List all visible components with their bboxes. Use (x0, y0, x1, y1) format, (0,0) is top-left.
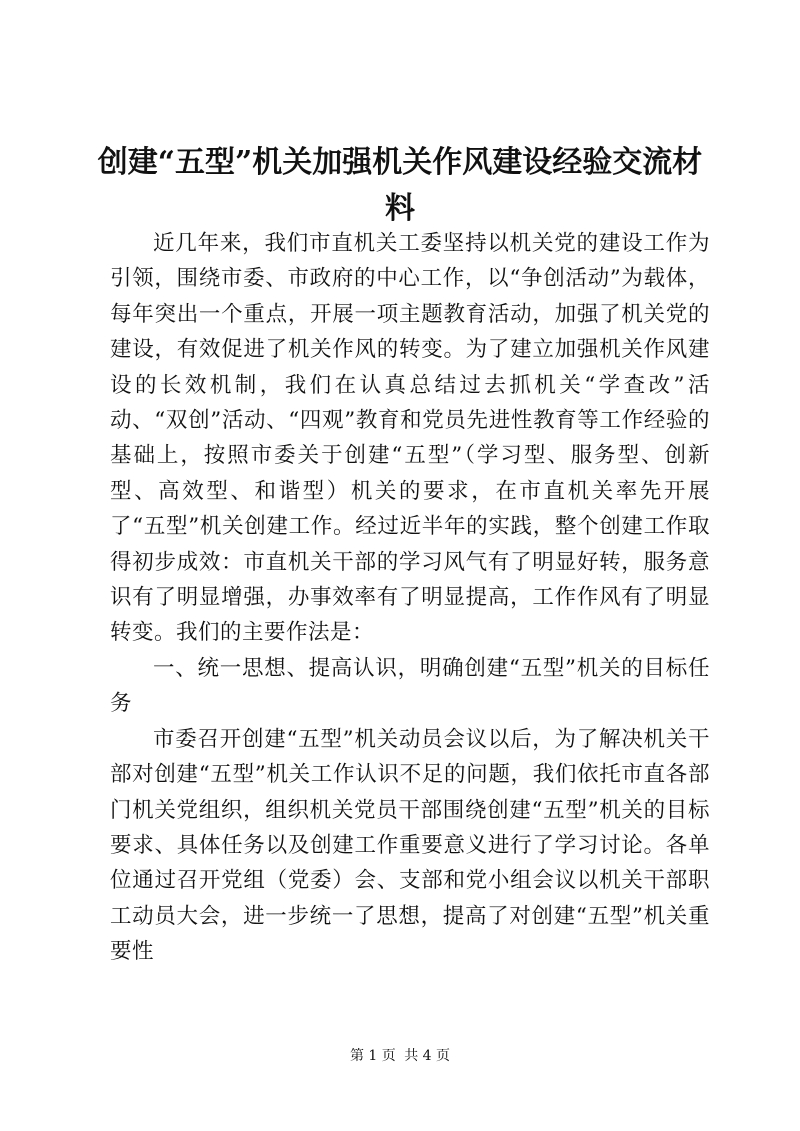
document-title: 创建“五型”机关加强机关作风建设经验交流材料 (97, 145, 703, 226)
intro-paragraph: 近几年来，我们市直机关工委坚持以机关党的建设工作为引领，围绕市委、市政府的中心工作，以“争创活动”为载体，每年突出一个重点，开展一项主题教育活动，加强了机关党的建设，有效促进了机关作风的转变。为了建立加强机关作风建设的长效机制，我们在认真总结过去抓机关“学查改”活动、“双创”活动、“四观”教育和党员先进性教育等工作经验的基础上，按照市委关于创建“五型”（学习型、服务型、创新型、高效型、和谐型）机关的要求，在市直机关率先开展了“五型”机关创建工作。经过近半年的实践，整个创建工作取得初步成效：市直机关干部的学习风气有了明显好转，服务意识有了明显增强，办事效率有了明显提高，工作作风有了明显转变。我们的主要作法是： (110, 231, 710, 646)
page-number: 第 1 页 (349, 1048, 396, 1064)
page-total: 共 4 页 (404, 1048, 451, 1064)
document-body (110, 226, 710, 970)
section-heading-1: 一、统一思想、提高认识，明确创建“五型”机关的目标任务 (110, 655, 710, 717)
body-paragraph: 市委召开创建“五型”机关动员会议以后，为了解决机关干部对创建“五型”机关工作认识不足的问题，我们依托市直各部门机关党组织，组织机关党员干部围绕创建“五型”机关的目标要求、具体任务以及创建工作重要意义进行了学习讨论。各单位通过召开党组（党委）会、支部和党小组会议以机关干部职工动员大会，进一步统一了思想，提高了对创建“五型”机关重要性 (110, 726, 710, 965)
page-footer (0, 1046, 800, 1066)
